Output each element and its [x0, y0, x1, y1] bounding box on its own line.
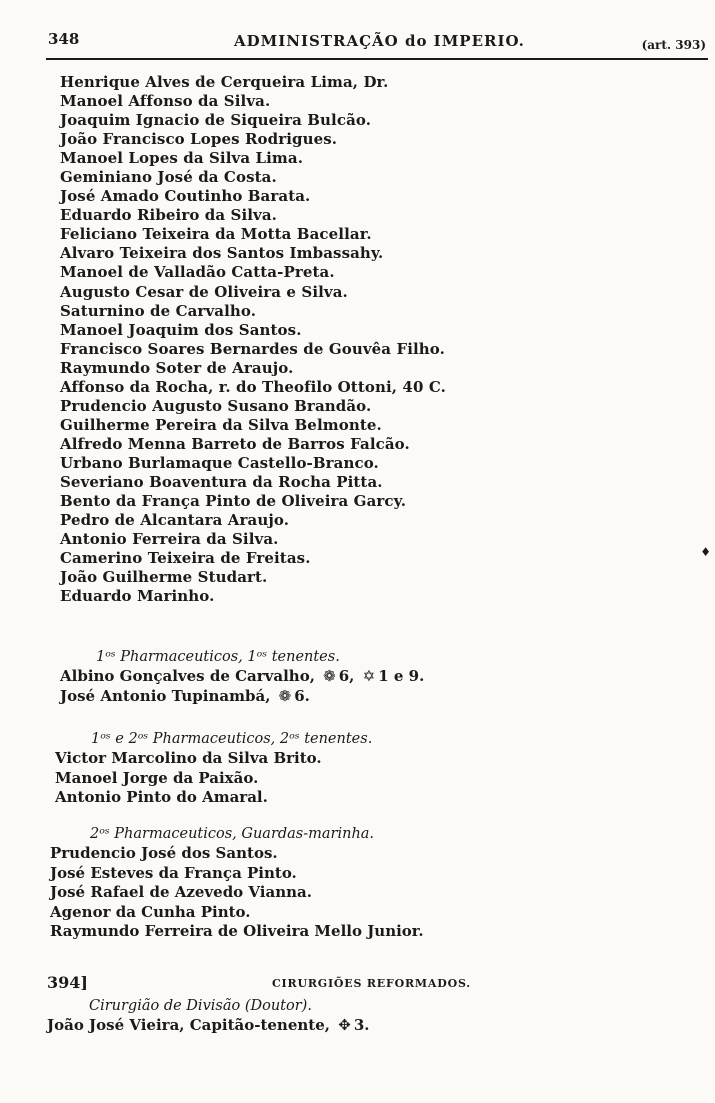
- cross-icon: ✥: [338, 1016, 351, 1034]
- running-title: ADMINISTRAÇÃO do IMPERIO.: [234, 32, 525, 50]
- list-item: Prudencio Augusto Susano Brandão.: [60, 396, 372, 415]
- section-first-pharmaceuticos: [60, 647, 424, 706]
- section-heading: 2ᵒˢ Pharmaceuticos, Guardas-marinha.: [90, 826, 375, 842]
- list-item: Guilherme Pereira da Silva Belmonte.: [60, 415, 382, 434]
- list-item: Raymundo Ferreira de Oliveira Mello Junior.: [50, 922, 424, 940]
- names-list: [60, 73, 520, 606]
- list-item: Prudencio José dos Santos.: [50, 844, 278, 862]
- order-rose-icon: ❁: [323, 667, 336, 685]
- list-item: [60, 687, 424, 707]
- page-header: [46, 28, 708, 58]
- list-item: Manoel Joaquim dos Santos.: [60, 320, 302, 339]
- list-item: Antonio Pinto do Amaral.: [55, 788, 268, 806]
- list-item: Joaquim Ignacio de Siqueira Bulcão.: [60, 111, 372, 130]
- list-item: João Francisco Lopes Rodrigues.: [60, 130, 338, 149]
- list-item: [47, 1016, 369, 1036]
- list-item: Alfredo Menna Barreto de Barros Falcão.: [60, 434, 410, 453]
- list-item: Manoel Lopes da Silva Lima.: [60, 149, 304, 168]
- list-item: Augusto Cesar de Oliveira e Silva.: [60, 282, 348, 301]
- section-heading: 1ᵒˢ Pharmaceuticos, 1ᵒˢ tenentes.: [96, 649, 340, 665]
- list-item: Agenor da Cunha Pinto.: [50, 902, 251, 921]
- article-title: CIRURGIÕES REFORMADOS.: [272, 977, 471, 990]
- name-text: João José Vieira, Capitão-tenente,: [47, 1016, 330, 1034]
- list-item: Manoel de Valladão Catta-Preta.: [60, 263, 335, 282]
- order-rose-icon: ❁: [278, 686, 292, 705]
- section-heading: Cirurgião de Divisão (Doutor).: [89, 998, 312, 1014]
- section-third-pharmaceuticos: [50, 824, 424, 942]
- list-item: Raymundo Soter de Araujo.: [60, 358, 294, 377]
- list-item: Affonso da Rocha, r. do Theofilo Ottoni, 40 C.: [60, 377, 446, 396]
- list-item: Eduardo Ribeiro da Silva.: [60, 206, 278, 225]
- star-icon: ✡: [362, 667, 376, 685]
- section-cirurgiao: [47, 996, 369, 1036]
- list-item: Camerino Teixeira de Freitas.: [60, 549, 311, 568]
- page-number: 348: [48, 30, 80, 48]
- article-reference: (art. 393): [641, 38, 706, 52]
- name-text: José Antonio Tupinambá,: [60, 686, 271, 705]
- list-item: Alvaro Teixeira dos Santos Imbassahy.: [60, 244, 384, 263]
- list-item: Eduardo Marinho.: [60, 587, 215, 606]
- number: 6.: [294, 686, 310, 705]
- header-rule: [46, 58, 708, 60]
- list-item: José Esteves da França Pinto.: [50, 863, 297, 882]
- section-heading: 1ᵒˢ e 2ᵒˢ Pharmaceuticos, 2ᵒˢ tenentes.: [91, 731, 373, 747]
- margin-mark-icon: ♦: [700, 545, 711, 559]
- list-item: José Rafael de Azevedo Vianna.: [50, 883, 312, 901]
- list-item: [60, 667, 424, 687]
- article-header: [47, 973, 487, 995]
- list-item: Saturnino de Carvalho.: [60, 301, 257, 320]
- list-item: Bento da França Pinto de Oliveira Garcy.: [60, 492, 407, 511]
- list-item: Severiano Boaventura da Rocha Pitta.: [60, 472, 383, 491]
- list-item: Henrique Alves de Cerqueira Lima, Dr.: [60, 73, 389, 91]
- section-second-pharmaceuticos: [55, 729, 372, 808]
- list-item: Urbano Burlamaque Castello-Branco.: [60, 453, 379, 472]
- list-item: Victor Marcolino da Silva Brito.: [55, 749, 322, 767]
- number: 6,: [338, 667, 355, 685]
- list-item: João Guilherme Studart.: [60, 568, 268, 587]
- article-number: 394]: [47, 973, 88, 992]
- list-item: Antonio Ferreira da Silva.: [60, 530, 279, 549]
- list-item: Francisco Soares Bernardes de Gouvêa Filho.: [60, 339, 445, 358]
- list-item: Pedro de Alcantara Araujo.: [60, 511, 290, 530]
- number: 3.: [353, 1016, 370, 1034]
- list-item: Feliciano Teixeira da Motta Bacellar.: [60, 225, 372, 244]
- list-item: Geminiano José da Costa.: [60, 168, 277, 187]
- list-item: José Amado Coutinho Barata.: [60, 187, 311, 206]
- list-item: Manoel Jorge da Paixão.: [55, 768, 259, 787]
- list-item: Manoel Affonso da Silva.: [60, 92, 271, 111]
- name-text: Albino Gonçalves de Carvalho,: [60, 667, 315, 685]
- number: 1 e 9.: [378, 667, 425, 685]
